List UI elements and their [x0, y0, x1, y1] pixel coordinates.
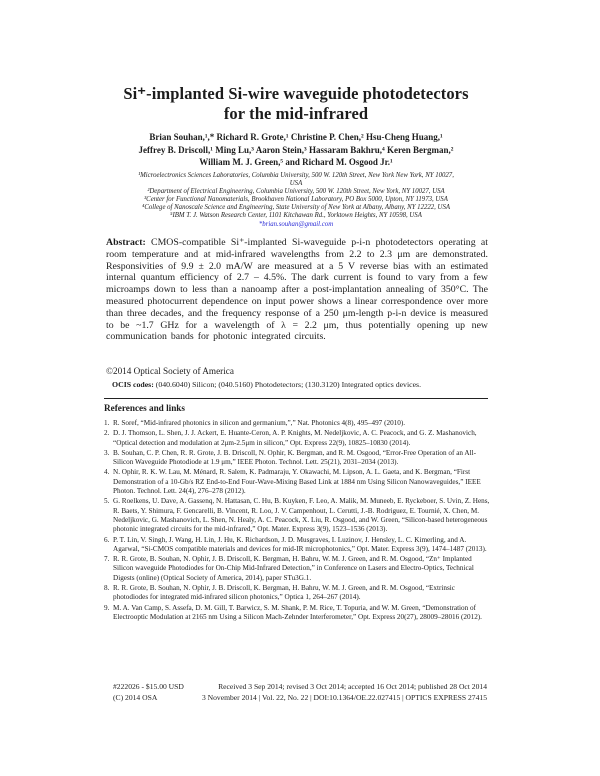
paper-title-line1: Si⁺-implanted Si-wire waveguide photodetectors	[123, 84, 469, 103]
affiliation-line: ²Department of Electrical Engineering, Columbia University, 500 W. 120th Street, New York, NY 10027, USA	[147, 187, 445, 195]
reference-item	[104, 429, 490, 448]
ocis-label: OCIS codes:	[112, 380, 154, 389]
reference-item	[104, 536, 490, 555]
issue-doi-page: 3 November 2014 | Vol. 22, No. 22 | DOI:10.1364/OE.22.027415 | OPTICS EXPRESS 27415	[201, 692, 487, 702]
author-line: Jeffrey B. Driscoll,¹ Ming Lu,³ Aaron Stein,³ Hassaram Bakhru,⁴ Keren Bergman,²	[138, 144, 454, 155]
author-block	[104, 131, 488, 169]
reference-item	[104, 584, 490, 603]
references-list	[104, 419, 490, 623]
affiliation-line: ⁴College of Nanoscale Science and Engineering, State University of New York at Albany, Albany, NY 12222, USA	[141, 203, 451, 211]
affiliation-line: ⁵IBM T. J. Watson Research Center, 1101 Kitchawan Rd., Yorktown Heights, NY 10598, USA	[170, 211, 422, 219]
paper-header	[104, 0, 488, 229]
reference-number: 1.	[104, 419, 110, 427]
publisher-copyright: (C) 2014 OSA	[113, 692, 158, 702]
reference-text: P. T. Lin, V. Singh, J. Wang, H. Lin, J. Hu, K. Richardson, J. D. Musgraves, I. Luzinov, J. Hensley, L. C. Kimerling, and A. Agarwal, “Si-CMOS compatible materials and devices for mid-IR microphotonics,” Opt. Mater. Express 3(9), 1474–1487 (2013).	[113, 535, 487, 553]
abstract-text: CMOS-compatible Si⁺-implanted Si-waveguide p-i-n photodetectors operating at room temperature and at mid-infrared wavelengths from 2.2 to 2.3 μm are demonstrated. Responsivities of 9.9 ± 2.0 mA/W are measured at a 5 V reverse bias with an estimated internal quantum efficiency of 2.7 – 4.5%. The dark current is found to vary from a few microamps down to less than a nanoamp after a post-implantation annealing of 350°C. The measured photocurrent dependence on input power shows a linear correspondence over more than three decades, and the frequency response of a 250 μm-length p-i-n device is measured to be ~1.7 GHz for a wavelength of λ = 2.2 μm, thus potentially opening up new communication bands for photonic integrated circuits.	[106, 237, 488, 343]
reference-number: 7.	[104, 555, 110, 564]
journal-footer	[113, 682, 487, 703]
paper-title-line2: for the mid-infrared	[223, 104, 369, 123]
manuscript-id: #222026 - $15.00 USD	[113, 682, 184, 691]
reference-item	[104, 449, 490, 468]
corresponding-author-email-link[interactable]: *brian.souhan@gmail.com	[258, 220, 334, 228]
reference-number: 8.	[104, 584, 110, 593]
received-dates: Received 3 Sep 2014; revised 3 Oct 2014; accepted 16 Oct 2014; published 28 Oct 2014	[218, 682, 487, 691]
reference-text: N. Ophir, R. K. W. Lau, M. Ménard, R. Salem, K. Padmaraju, Y. Okawachi, M. Lipson, A. L. Gaeta, and K. Bergman, “First Demonstration of a 10-Gb/s RZ End-to-End Four-Wave-Mixing Based Link at 1884 nm Using Silicon Nanowaveguides,” IEEE Photon. Technol. Lett. 24(4), 276–278 (2012).	[113, 468, 481, 496]
affiliation-block	[104, 172, 488, 229]
reference-text: G. Roelkens, U. Dave, A. Gassenq, N. Hattasan, C. Hu, B. Kuyken, F. Leo, A. Malik, M. Muneeb, E. Ryckeboer, S. Uvin, Z. Hens, R. Baets, Y. Shimura, F. Gencarelli, B. Vincent, R. Loo, J. V. Campenhout, L. Cerutti, J.-B. Rodriguez, E. Tournié, X. Chen, M. Nedeljkovic, G. Mashanovich, L. Shen, N. Healy, A. C. Peacock, X. Liu, R. Osgood, and W. Green, “Silicon-based heterogeneous photonic integrated circuits for the mid-infrared,” Opt. Mater. Express 3(9), 1523–1536 (2013).	[113, 497, 490, 534]
reference-text: D. J. Thomson, L. Shen, J. J. Ackert, E. Huante-Ceron, A. P. Knights, M. Nedeljkovic, A. C. Peacock, and G. Z. Mashanovich, “Optical detection and modulation at 2μm-2.5μm in silicon,” Opt. Express 22(9), 10825–10830 (2014).	[113, 429, 477, 447]
reference-text: B. Souhan, C. P. Chen, R. R. Grote, J. B. Driscoll, N. Ophir, K. Bergman, and R. M. Osgood, “Error-Free Operation of an All-Silicon Waveguide Photodiode at 1.9 μm,” IEEE Photon. Technol. Lett. 25(21), 2031–2034 (2013).	[113, 448, 476, 467]
affiliation-line: ³Center for Functional Nanomaterials, Brookhaven National Laboratory, PO Box 5000, Upton, NY 11973, USA	[144, 195, 448, 203]
ocis-text: (040.6040) Silicon; (040.5160) Photodetectors; (130.3120) Integrated optics devices.	[155, 380, 422, 389]
footer-line-2	[113, 693, 487, 704]
references-heading: References and links	[104, 403, 185, 413]
reference-number: 6.	[104, 535, 110, 544]
author-line: Brian Souhan,¹,* Richard R. Grote,¹ Christine P. Chen,² Hsu-Cheng Huang,¹	[149, 132, 443, 142]
footer-line-1	[113, 682, 487, 693]
reference-item	[104, 555, 490, 583]
affiliation-line: ¹Microelectronics Sciences Laboratories, Columbia University, 500 W. 120th Street, New York New York, NY 10027,	[138, 171, 454, 179]
abstract	[106, 237, 488, 343]
reference-item	[104, 419, 490, 428]
reference-text: R. R. Grote, B. Souhan, N. Ophir, J. B. Driscoll, K. Bergman, H. Bahru, W. M. J. Green, and R. M. Osgood, “Extrinsic photodiodes for integrated mid-infrared silicon photonics,” Optica 1, 264–267 (2014).	[113, 584, 455, 602]
section-divider	[104, 398, 488, 399]
reference-number: 5.	[104, 497, 110, 506]
abstract-label: Abstract:	[106, 237, 146, 248]
reference-item	[104, 468, 490, 496]
affiliation-line: USA	[289, 179, 303, 187]
copyright-line: ©2014 Optical Society of America	[106, 366, 234, 376]
reference-number: 2.	[104, 429, 110, 438]
reference-text: M. A. Van Camp, S. Assefa, D. M. Gill, T. Barwicz, S. M. Shank, P. M. Rice, T. Topuria, and W. M. Green, “Demonstration of Electrooptic Modulation at 2165 nm Using a Silicon Mach-Zehnder Interferometer,” Opt. Express 20(27), 28009–28016 (2012).	[113, 603, 482, 621]
paper-title	[104, 84, 488, 124]
reference-number: 3.	[104, 448, 110, 457]
reference-text: R. Soref, “Mid-infrared photonics in silicon and germanium,”,” Nat. Photonics 4(8), 495–497 (2010).	[113, 419, 406, 427]
reference-text: R. R. Grote, B. Souhan, N. Ophir, J. B. Driscoll, K. Bergman, H. Bahru, W. M. J. Green, and R. M. Osgood, “Zn⁺ Implanted Silicon waveguide Photodiodes for On-Chip Mid-Infrared Detection,” in Conference on Lasers and Electro-Optics, Technical Digests (online) (Optical Society of America, 2014), paper STu3G.1.	[113, 555, 474, 582]
author-line: William M. J. Green,⁵ and Richard M. Osgood Jr.¹	[199, 157, 393, 167]
reference-number: 9.	[104, 603, 110, 612]
reference-item	[104, 604, 490, 623]
reference-number: 4.	[104, 468, 110, 477]
ocis-codes	[112, 381, 442, 390]
reference-item	[104, 497, 490, 534]
